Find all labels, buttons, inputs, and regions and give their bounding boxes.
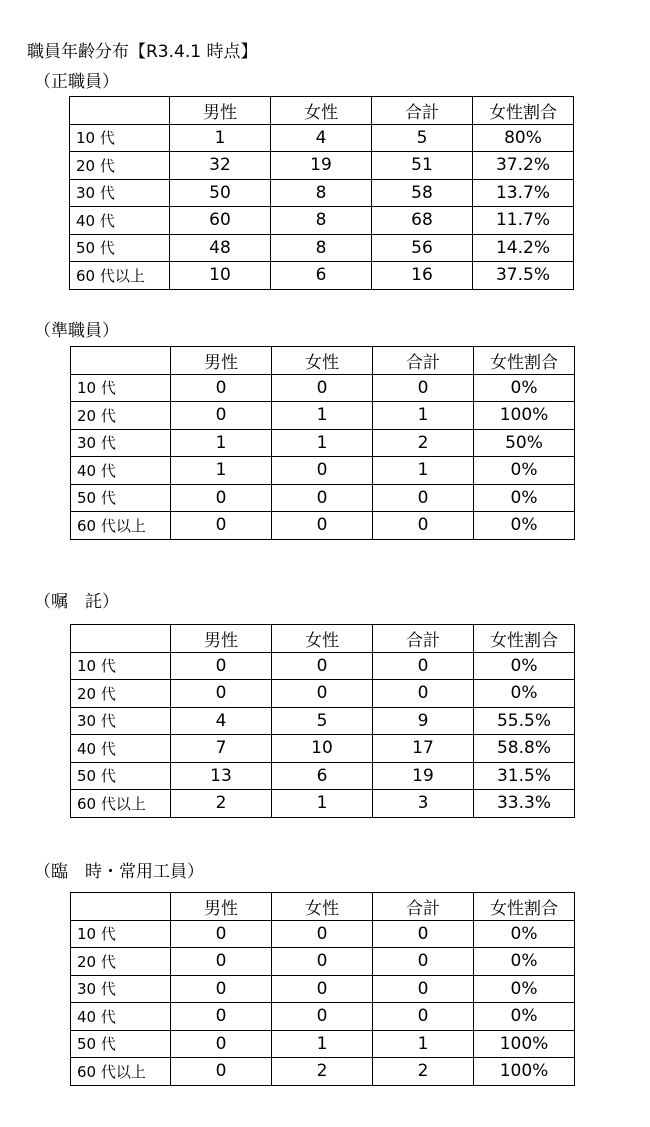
age-group-cell: 50 代 <box>71 762 171 790</box>
age-group-cell: 30 代 <box>71 975 171 1003</box>
value-cell: 2 <box>373 429 474 457</box>
value-cell: 0 <box>171 374 272 402</box>
table-row <box>70 124 574 152</box>
value-cell: 0 <box>272 948 373 976</box>
age-group-cell: 20 代 <box>70 152 170 180</box>
table-row <box>70 234 574 262</box>
value-cell: 0 <box>272 512 373 540</box>
table-row <box>71 790 575 818</box>
header-cell: 男性 <box>170 97 271 125</box>
age-group-cell: 60 代以上 <box>71 790 171 818</box>
value-cell: 16 <box>372 262 473 290</box>
value-cell: 0 <box>272 484 373 512</box>
value-cell: 1 <box>272 790 373 818</box>
value-cell: 0% <box>474 948 575 976</box>
section-label-regular-staff: （正職員） <box>34 72 119 92</box>
value-cell: 0 <box>171 680 272 708</box>
table-associate-staff <box>70 346 575 540</box>
age-group-cell: 20 代 <box>71 402 171 430</box>
table-row <box>71 735 575 763</box>
value-cell: 100% <box>474 1058 575 1086</box>
value-cell: 1 <box>373 457 474 485</box>
value-cell: 1 <box>373 402 474 430</box>
age-group-cell: 50 代 <box>70 234 170 262</box>
value-cell: 0 <box>272 1003 373 1031</box>
value-cell: 0% <box>474 484 575 512</box>
value-cell: 50% <box>474 429 575 457</box>
value-cell: 0 <box>171 1003 272 1031</box>
value-cell: 2 <box>272 1058 373 1086</box>
table-contract-staff <box>70 624 575 818</box>
value-cell: 0 <box>373 948 474 976</box>
age-group-cell: 30 代 <box>71 707 171 735</box>
table-row <box>71 707 575 735</box>
age-group-cell: 30 代 <box>70 179 170 207</box>
table-row <box>71 1058 575 1086</box>
value-cell: 6 <box>272 762 373 790</box>
value-cell: 0 <box>373 484 474 512</box>
value-cell: 19 <box>271 152 372 180</box>
value-cell: 0 <box>171 1058 272 1086</box>
age-group-cell: 40 代 <box>71 457 171 485</box>
section-label-contract-staff: （嘱 託） <box>34 592 119 612</box>
age-group-cell: 10 代 <box>70 124 170 152</box>
value-cell: 13.7% <box>473 179 574 207</box>
section-label-temporary-staff: （臨 時・常用工員） <box>34 862 204 882</box>
header-cell: 女性割合 <box>474 893 575 921</box>
value-cell: 0 <box>171 402 272 430</box>
table-row <box>71 1030 575 1058</box>
table-header-row <box>70 97 574 125</box>
value-cell: 4 <box>171 707 272 735</box>
value-cell: 0 <box>373 512 474 540</box>
age-group-cell: 60 代以上 <box>71 512 171 540</box>
table-header-row <box>71 625 575 653</box>
value-cell: 0 <box>272 374 373 402</box>
value-cell: 10 <box>272 735 373 763</box>
value-cell: 0 <box>373 975 474 1003</box>
table-row <box>71 429 575 457</box>
value-cell: 2 <box>171 790 272 818</box>
value-cell: 0% <box>474 680 575 708</box>
age-group-cell: 50 代 <box>71 1030 171 1058</box>
value-cell: 4 <box>271 124 372 152</box>
age-group-cell: 50 代 <box>71 484 171 512</box>
value-cell: 5 <box>372 124 473 152</box>
value-cell: 48 <box>170 234 271 262</box>
value-cell: 0 <box>373 920 474 948</box>
value-cell: 7 <box>171 735 272 763</box>
table-row <box>71 1003 575 1031</box>
table-temporary-staff <box>70 892 575 1086</box>
table-row <box>71 762 575 790</box>
table-row <box>71 512 575 540</box>
value-cell: 0 <box>171 484 272 512</box>
value-cell: 60 <box>170 207 271 235</box>
table-row <box>71 975 575 1003</box>
value-cell: 0% <box>474 1003 575 1031</box>
header-cell: 男性 <box>171 893 272 921</box>
table-row <box>71 948 575 976</box>
header-cell: 合計 <box>373 347 474 375</box>
table-row <box>70 179 574 207</box>
table-row <box>70 152 574 180</box>
header-cell: 合計 <box>373 625 474 653</box>
header-cell-empty <box>70 97 170 125</box>
value-cell: 0 <box>272 457 373 485</box>
value-cell: 13 <box>171 762 272 790</box>
header-cell: 合計 <box>372 97 473 125</box>
value-cell: 55.5% <box>474 707 575 735</box>
value-cell: 33.3% <box>474 790 575 818</box>
value-cell: 37.5% <box>473 262 574 290</box>
value-cell: 58.8% <box>474 735 575 763</box>
table-row <box>71 484 575 512</box>
value-cell: 1 <box>272 1030 373 1058</box>
value-cell: 11.7% <box>473 207 574 235</box>
header-cell-empty <box>71 347 171 375</box>
value-cell: 1 <box>373 1030 474 1058</box>
value-cell: 8 <box>271 179 372 207</box>
header-cell: 女性 <box>272 347 373 375</box>
table-header-row <box>71 893 575 921</box>
header-cell: 女性 <box>272 625 373 653</box>
value-cell: 0 <box>272 920 373 948</box>
value-cell: 14.2% <box>473 234 574 262</box>
value-cell: 100% <box>474 402 575 430</box>
value-cell: 56 <box>372 234 473 262</box>
value-cell: 0% <box>474 457 575 485</box>
age-group-cell: 60 代以上 <box>70 262 170 290</box>
table-row <box>71 402 575 430</box>
age-group-cell: 40 代 <box>71 735 171 763</box>
age-group-cell: 20 代 <box>71 680 171 708</box>
value-cell: 0 <box>171 1030 272 1058</box>
header-cell: 女性割合 <box>473 97 574 125</box>
value-cell: 1 <box>170 124 271 152</box>
value-cell: 9 <box>373 707 474 735</box>
value-cell: 31.5% <box>474 762 575 790</box>
age-group-cell: 40 代 <box>71 1003 171 1031</box>
value-cell: 2 <box>373 1058 474 1086</box>
age-group-cell: 30 代 <box>71 429 171 457</box>
value-cell: 17 <box>373 735 474 763</box>
value-cell: 1 <box>171 457 272 485</box>
age-group-cell: 10 代 <box>71 652 171 680</box>
value-cell: 100% <box>474 1030 575 1058</box>
section-label-associate-staff: （準職員） <box>34 321 119 341</box>
value-cell: 8 <box>271 234 372 262</box>
value-cell: 10 <box>170 262 271 290</box>
header-cell: 女性 <box>271 97 372 125</box>
value-cell: 80% <box>473 124 574 152</box>
value-cell: 0% <box>474 652 575 680</box>
value-cell: 0 <box>373 374 474 402</box>
age-group-cell: 40 代 <box>70 207 170 235</box>
value-cell: 3 <box>373 790 474 818</box>
table-row <box>71 680 575 708</box>
page-title: 職員年齢分布【R3.4.1 時点】 <box>27 42 258 62</box>
table-row <box>71 457 575 485</box>
value-cell: 51 <box>372 152 473 180</box>
table-row <box>71 652 575 680</box>
value-cell: 8 <box>271 207 372 235</box>
value-cell: 1 <box>171 429 272 457</box>
value-cell: 0 <box>171 948 272 976</box>
value-cell: 0 <box>171 975 272 1003</box>
value-cell: 0% <box>474 975 575 1003</box>
value-cell: 0 <box>373 680 474 708</box>
value-cell: 6 <box>271 262 372 290</box>
header-cell: 女性 <box>272 893 373 921</box>
table-row <box>70 262 574 290</box>
value-cell: 0% <box>474 374 575 402</box>
table-regular-staff <box>69 96 574 290</box>
table-row <box>71 920 575 948</box>
value-cell: 0 <box>272 975 373 1003</box>
value-cell: 0 <box>272 652 373 680</box>
value-cell: 0% <box>474 512 575 540</box>
header-cell: 男性 <box>171 347 272 375</box>
value-cell: 0 <box>171 652 272 680</box>
value-cell: 0 <box>171 512 272 540</box>
value-cell: 0 <box>171 920 272 948</box>
header-cell: 女性割合 <box>474 347 575 375</box>
header-cell: 合計 <box>373 893 474 921</box>
value-cell: 68 <box>372 207 473 235</box>
value-cell: 50 <box>170 179 271 207</box>
age-group-cell: 10 代 <box>71 920 171 948</box>
value-cell: 0 <box>373 652 474 680</box>
header-cell: 女性割合 <box>474 625 575 653</box>
value-cell: 0 <box>272 680 373 708</box>
header-cell-empty <box>71 893 171 921</box>
table-row <box>71 374 575 402</box>
value-cell: 1 <box>272 429 373 457</box>
header-cell: 男性 <box>171 625 272 653</box>
age-group-cell: 20 代 <box>71 948 171 976</box>
age-group-cell: 60 代以上 <box>71 1058 171 1086</box>
table-row <box>70 207 574 235</box>
age-group-cell: 10 代 <box>71 374 171 402</box>
table-header-row <box>71 347 575 375</box>
value-cell: 0% <box>474 920 575 948</box>
value-cell: 37.2% <box>473 152 574 180</box>
value-cell: 19 <box>373 762 474 790</box>
header-cell-empty <box>71 625 171 653</box>
value-cell: 58 <box>372 179 473 207</box>
value-cell: 1 <box>272 402 373 430</box>
value-cell: 0 <box>373 1003 474 1031</box>
value-cell: 5 <box>272 707 373 735</box>
value-cell: 32 <box>170 152 271 180</box>
